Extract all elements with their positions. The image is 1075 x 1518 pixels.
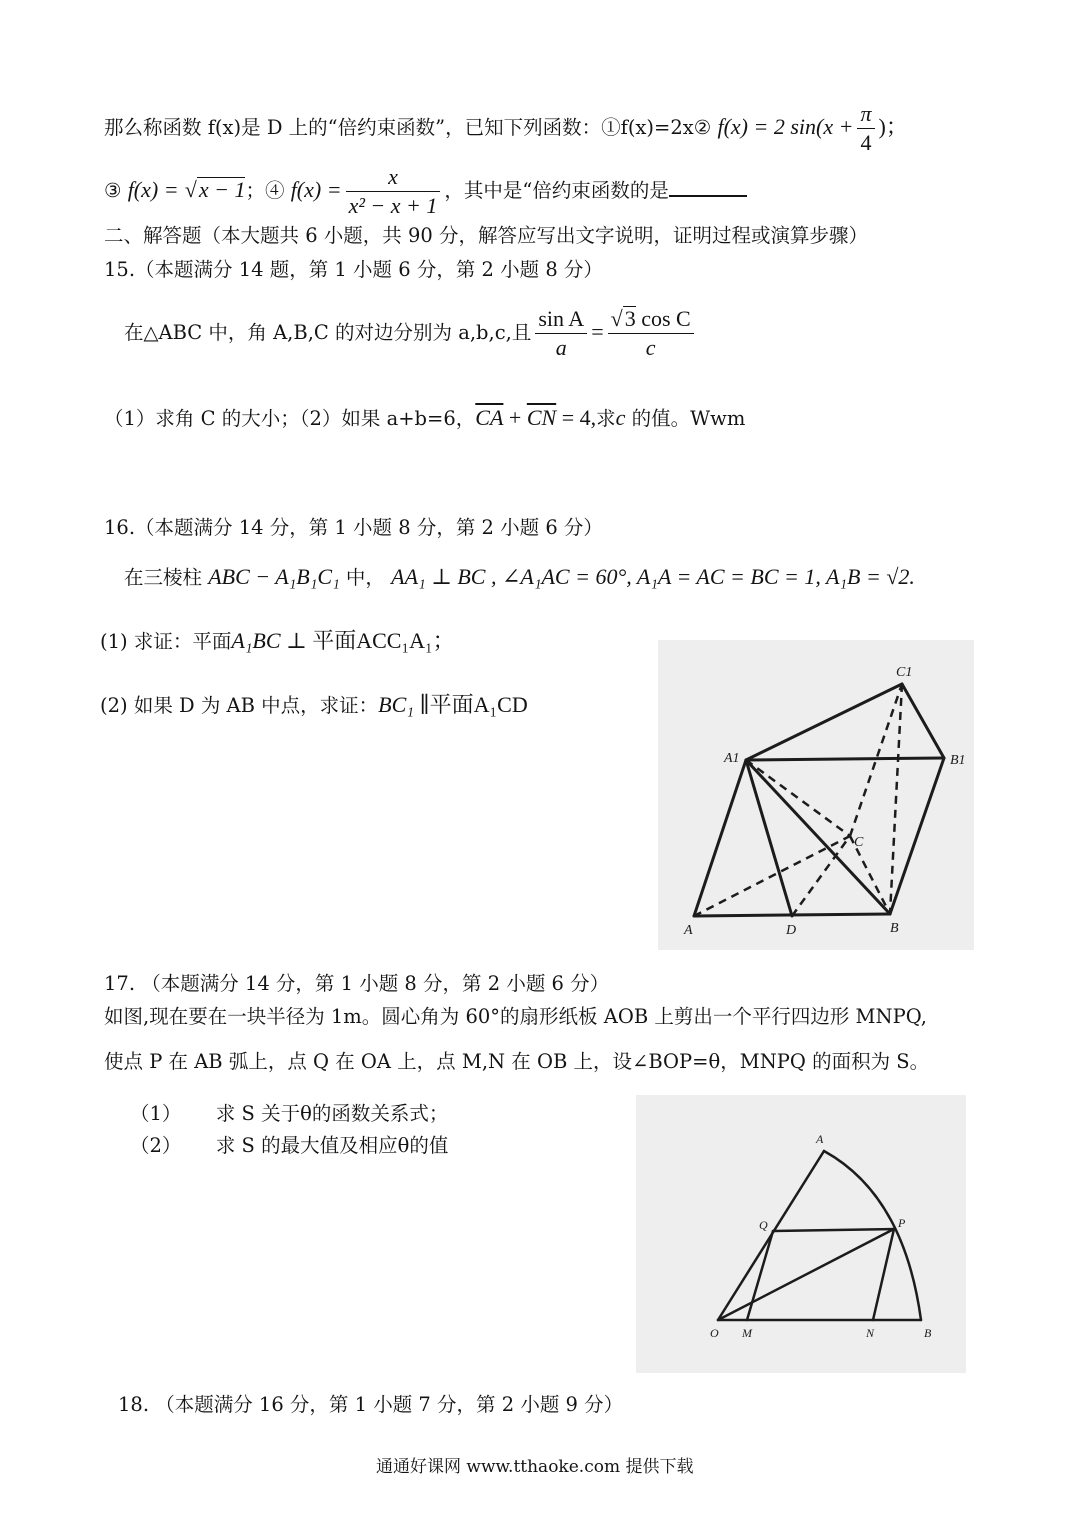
q15-frac1 <box>535 305 587 362</box>
q18-title: 18. （本题满分 16 分，第 1 小题 7 分，第 2 小题 9 分） <box>118 1393 624 1416</box>
q15-vec1: $\overline{CA}$ <box>475 405 504 430</box>
dash-c1-b <box>890 684 902 914</box>
q15-frac2-sqrt: 3 <box>624 306 636 331</box>
q16-part1 <box>100 628 455 654</box>
label-c: C <box>854 835 864 850</box>
label-A: A <box>816 1132 824 1146</box>
q14-f2-end: )； <box>878 114 908 140</box>
q17-p1-num: （1） <box>130 1102 182 1125</box>
q15-plus: + <box>503 405 527 430</box>
q14-f4-num: x <box>346 163 441 192</box>
q14-f4-label: ；④ <box>245 179 285 203</box>
segment-pn <box>873 1229 894 1320</box>
q16-title: 16.（本题满分 14 分，第 1 小题 8 分，第 2 小题 6 分） <box>104 516 603 539</box>
q15-frac1-num: sin A <box>535 305 587 334</box>
q15-title: 15.（本题满分 14 题，第 1 小题 6 分，第 2 小题 8 分） <box>104 258 603 281</box>
q15-part-tail: 求 <box>596 407 616 430</box>
q15-frac2-num: √3 cos C <box>608 305 694 334</box>
q16-p1-math: A₁BC <box>231 628 281 653</box>
edge-b1-b <box>890 758 944 914</box>
q17-line2: 使点 P 在 AB 弧上，点 Q 在 OA 上，点 M,N 在 OB 上，设∠BOP=θ，MNPQ 的面积为 S。 <box>104 1050 930 1073</box>
q14-f4-den: x² − x + 1 <box>348 192 438 218</box>
footer-text: 通通好课网 www.tthaoke.com 提供下载 <box>376 1457 694 1477</box>
q15-frac2 <box>608 305 694 362</box>
label-P: P <box>898 1216 906 1230</box>
label-a1: A1 <box>724 751 740 766</box>
q16-p1-rest: ⊥ 平面ACC₁A₁； <box>280 628 455 653</box>
q16-p1-pre: (1) 求证：平面 <box>100 630 232 653</box>
q17-title: 17. （本题满分 14 分，第 1 小题 8 分，第 2 小题 6 分） <box>104 972 610 995</box>
q15-c-var: c <box>615 405 626 430</box>
label-M: M <box>742 1326 752 1340</box>
q14-f4-tail: ，其中是“倍约束函数的是 <box>444 179 669 203</box>
q14-f4-fraction <box>346 163 441 220</box>
q16-part2 <box>100 692 528 718</box>
q17-part1 <box>130 1102 448 1125</box>
section2-heading: 二、解答题（本大题共 6 小题，共 90 分，解答应写出文字说明，证明过程或演算步骤） <box>104 224 869 247</box>
segment-qm <box>747 1231 773 1320</box>
segment-qp <box>773 1229 894 1231</box>
label-a: A <box>684 923 693 938</box>
q14-f3-radicand: x − 1 <box>198 177 246 203</box>
prism-figure <box>658 640 974 950</box>
prism-figure-svg <box>658 640 974 950</box>
q17-line1: 如图,现在要在一块半径为 1m。圆心角为 60°的扇形纸板 AOB 上剪出一个平行四边形 MNPQ, <box>104 1005 927 1028</box>
q16-stem-math2: AA₁ ⊥ BC , ∠A₁AC = 60°, A₁A = AC = BC = 1, A₁B = √2. <box>391 564 915 589</box>
q14-f3-lhs: f(x) = <box>127 177 179 203</box>
sqrt-sign: √ <box>184 177 197 203</box>
q14-line2 <box>104 163 747 220</box>
q17-p2-text: 求 S 的最大值及相应θ的值 <box>215 1134 449 1157</box>
arc-ab <box>824 1151 921 1320</box>
q15-frac2-den: c <box>645 334 656 360</box>
q16-p2-pre: (2) 如果 D 为 AB 中点，求证： <box>100 694 379 717</box>
label-c1: C1 <box>896 665 913 680</box>
q16-stem-math: ABC − A₁B₁C₁ <box>208 564 340 589</box>
q15-frac1-den: a <box>555 334 567 360</box>
q15-part <box>104 405 745 431</box>
segment-op <box>718 1229 894 1320</box>
label-b: B <box>890 921 899 936</box>
label-N: N <box>866 1326 875 1340</box>
label-B: B <box>924 1326 932 1340</box>
q17-p1-text: 求 S 关于θ的函数关系式； <box>215 1102 449 1125</box>
q14-f2-lhs: f(x) = 2 sin(x + <box>717 114 854 140</box>
q17-p2-num: （2） <box>130 1134 182 1157</box>
q14-line1-text: 那么称函数 f(x)是 D 上的“倍约束函数”，已知下列函数：①f(x)=2x② <box>104 116 712 140</box>
sector-figure <box>636 1095 966 1373</box>
label-O: O <box>710 1326 719 1340</box>
q14-line1 <box>104 100 908 157</box>
q16-stem-mid: 中， <box>345 566 385 589</box>
label-d: D <box>786 923 797 938</box>
q17-part2 <box>130 1134 448 1157</box>
edge-c1-b1 <box>902 684 944 758</box>
q15-part-eq: = 4, <box>556 405 597 430</box>
dash-a1-c <box>746 760 850 836</box>
dash-d-c <box>792 836 850 916</box>
q16-p2-math: BC₁ <box>378 692 414 717</box>
q14-f2-fraction <box>857 100 874 157</box>
label-b1: B1 <box>950 753 966 768</box>
q14-f2-den: 4 <box>860 129 872 155</box>
q14-f3-label: ③ <box>104 179 122 203</box>
q16-p2-rest: ∥平面A₁CD <box>413 692 528 717</box>
edge-a1-b1 <box>746 758 944 760</box>
q15-part-end: 的值。Wwm <box>625 407 746 430</box>
q15-eq: = <box>591 319 604 345</box>
q15-stem <box>124 305 698 362</box>
q16-stem-pre: 在三棱柱 <box>124 566 203 589</box>
q15-stem-text: 在△ABC 中，角 A,B,C 的对边分别为 a,b,c,且 <box>124 321 532 345</box>
sector-figure-svg <box>636 1095 966 1373</box>
q16-stem <box>124 564 915 590</box>
q14-f2-num: π <box>857 100 874 129</box>
q15-part-text: （1）求角 C 的大小；（2）如果 a+b=6， <box>104 407 476 430</box>
label-Q: Q <box>759 1218 768 1232</box>
edge-a1-a <box>694 760 746 916</box>
answer-blank <box>669 175 747 197</box>
q15-vec2: $\overline{CN}$ <box>526 405 557 430</box>
q14-f4-lhs: f(x) = <box>290 177 342 203</box>
q15-frac2-rest: cos C <box>641 306 691 331</box>
